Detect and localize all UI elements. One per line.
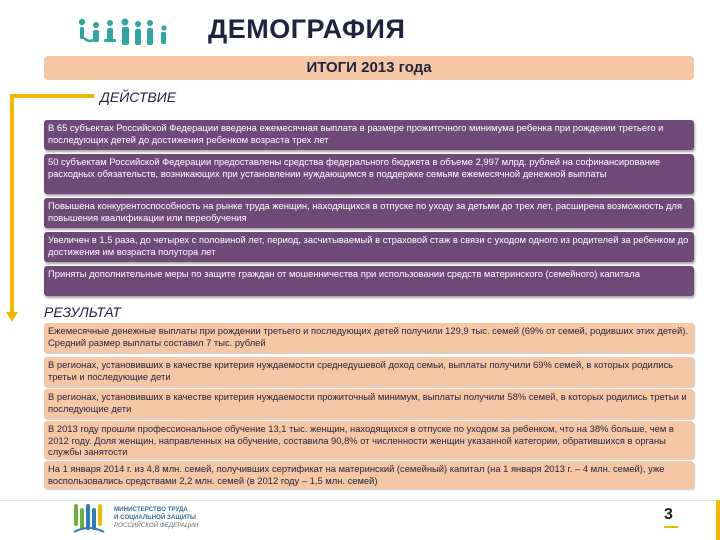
ministry-name-line1: МИНИСТЕРСТВО ТРУДА [114,506,188,513]
people-group-icon [78,18,182,48]
result-item-3: В регионах, установивших в качестве критерия нуждаемости прожиточный минимум, выплаты получили 58% семей, в которых родились третьи и последующие дети [44,389,694,419]
result-item-1: Ежемесячные денежные выплаты при рождении третьего и последующих детей получили 129,9 тыс. семей (69% от семей, родивших этих детей). Средний размер выплаты составил 7 тыс. рублей [44,323,694,353]
action-item-1: В 65 субъектах Российской Федерации введена ежемесячная выплата в размере прожиточного минимума ребенка при рождении третьего и последующих детей до достижения ребенком возраста трех лет [44,120,694,150]
action-item-4: Увеличен в 1,5 раза, до четырех с половиной лет, период, засчитываемый в страховой стаж в связи с уходом одного из родителей за ребенком до достижения им возраста полутора лет [44,232,694,262]
page-title: ДЕМОГРАФИЯ [208,14,406,44]
arrow-down-icon [6,312,18,322]
actions-label: ДЕЙСТВИЕ [100,89,177,105]
subtitle-banner [44,56,694,80]
action-item-5: Приняты дополнительные меры по защите граждан от мошенничества при использовании средств материнского (семейного) капитала [44,266,694,296]
timeline-line-vertical [10,94,14,314]
action-item-2: 50 субъектам Российской Федерации предоставлены средства федерального бюджета в объеме 2,997 млрд. рублей на софинансирование расходных обязательств, возникающих при установлении нуждающимся в поддержке семьям ежемесячной денежной выплаты [44,154,694,194]
footer-divider [0,500,720,501]
ministry-name-line2: И СОЦИАЛЬНОЙ ЗАЩИТЫ [114,514,196,521]
result-item-5: На 1 января 2014 г. из 4,8 млн. семей, получивших сертификат на материнский (семейный) капитал (на 1 января 2013 г. – 4 млн. семей), уже воспользовались средствами 2,2 млн. семей (в 2012 году – 1,5 млн. семей) [44,461,694,489]
results-label: РЕЗУЛЬТАТ [44,304,121,320]
timeline-line-horizontal [10,94,94,98]
ministry-logo-icon [72,500,106,538]
result-item-4: В 2013 году прошли профессиональное обучение 13,1 тыс. женщин, находящихся в отпуске по уходом за ребенком, что на 38% больше, чем в 2012 году. Доля женщин, направленных на обучение, составила 90,8% от численности женщин указанной категории, обратившихся в органы службы занятости [44,421,694,459]
action-item-3: Повышена конкурентоспособность на рынке труда женщин, находящихся в отпуске по уходу за детьми до трех лет, расширена возможность для повышения квалификации или переобучения [44,198,694,228]
subtitle-text: ИТОГИ 2013 года [306,59,432,76]
ministry-name-line3: РОССИЙСКОЙ ФЕДЕРАЦИИ [114,522,199,529]
page-number: 3 [664,506,673,523]
page-number-underline [664,526,678,528]
ministry-name [114,506,234,530]
corner-accent-bar [716,500,720,540]
result-item-2: В регионах, установивших в качестве критерия нуждаемости среднедушевой доход семьи, выплаты получили 69% семей, в которых родились третьи и последующие дети [44,357,694,387]
